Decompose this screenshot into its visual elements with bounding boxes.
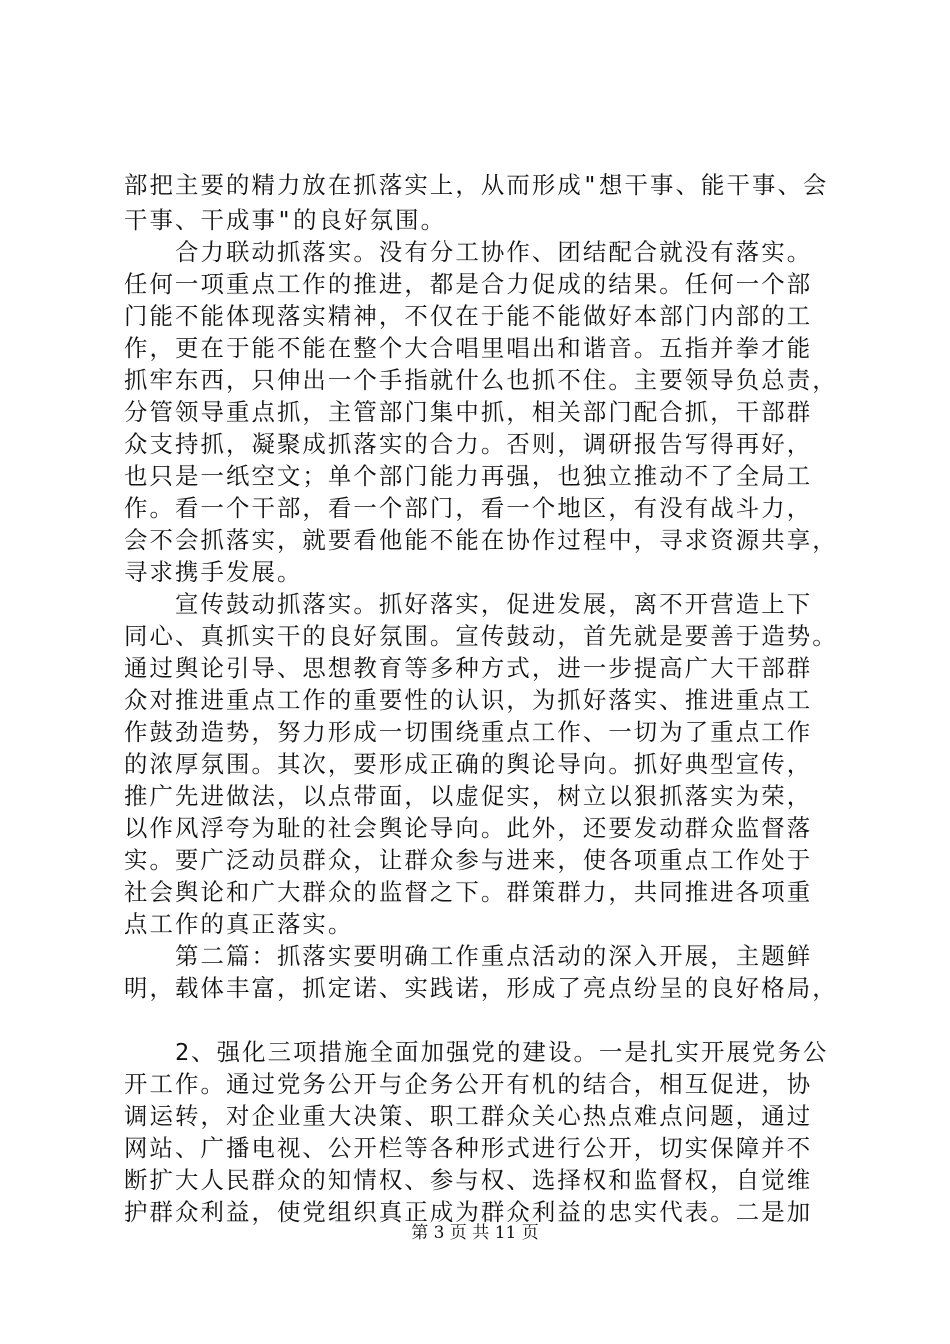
text-line: 众对推进重点工作的重要性的认识，为抓好落实、推进重点工 xyxy=(124,686,813,714)
text-line: 众支持抓，凝聚成抓落实的合力。否则，调研报告写得再好， xyxy=(124,430,813,458)
text-line: 护群众利益，使党组织真正成为群众利益的忠实代表。二是加 xyxy=(124,1198,813,1226)
text-line: 实。要广泛动员群众，让群众参与进来，使各项重点工作处于 xyxy=(124,846,813,874)
text-line: 明，载体丰富，抓定诺、实践诺，形成了亮点纷呈的良好格局， xyxy=(124,974,838,1002)
text-line: 抓牢东西，只伸出一个手指就什么也抓不住。主要领导负总责， xyxy=(124,366,838,394)
text-line: 点工作的真正落实。 xyxy=(124,910,354,938)
text-line: 宣传鼓动抓落实。抓好落实，促进发展，离不开营造上下 xyxy=(124,590,813,618)
text-line: 会不会抓落实，就要看他能不能在协作过程中，寻求资源共享， xyxy=(124,526,838,554)
text-line: 的浓厚氛围。其次，要形成正确的舆论导向。抓好典型宣传， xyxy=(124,750,813,778)
text-line: 门能不能体现落实精神，不仅在于能不能做好本部门内部的工 xyxy=(124,302,813,330)
text-line: 任何一项重点工作的推进，都是合力促成的结果。任何一个部 xyxy=(124,270,813,298)
text-line: 分管领导重点抓，主管部门集中抓，相关部门配合抓，干部群 xyxy=(124,398,813,426)
text-line: 推广先进做法，以点带面，以虚促实，树立以狠抓落实为荣， xyxy=(124,782,813,810)
text-line: 作鼓劲造势，努力形成一切围绕重点工作、一切为了重点工作 xyxy=(124,718,813,746)
page-number-footer: 第 3 页 共 11 页 xyxy=(411,1223,539,1243)
text-line: 合力联动抓落实。没有分工协作、团结配合就没有落实。 xyxy=(124,238,813,266)
text-line: 调运转，对企业重大决策、职工群众关心热点难点问题，通过 xyxy=(124,1102,813,1130)
text-line: 2、强化三项措施全面加强党的建设。一是扎实开展党务公 xyxy=(124,1038,829,1066)
text-line: 通过舆论引导、思想教育等多种方式，进一步提高广大干部群 xyxy=(124,654,813,682)
text-line: 社会舆论和广大群众的监督之下。群策群力，共同推进各项重 xyxy=(124,878,813,906)
text-line: 干事、干成事"的良好氛围。 xyxy=(124,206,447,234)
text-line: 网站、广播电视、公开栏等各种形式进行公开，切实保障并不 xyxy=(124,1134,813,1162)
text-line: 同心、真抓实干的良好氛围。宣传鼓动，首先就是要善于造势。 xyxy=(124,622,838,650)
text-line: 断扩大人民群众的知情权、参与权、选择权和监督权，自觉维 xyxy=(124,1166,813,1194)
text-line: 开工作。通过党务公开与企务公开有机的结合，相互促进，协 xyxy=(124,1070,813,1098)
text-line: 作，更在于能不能在整个大合唱里唱出和谐音。五指并拳才能 xyxy=(124,334,813,362)
text-line: 部把主要的精力放在抓落实上，从而形成"想干事、能干事、会 xyxy=(124,171,829,199)
text-line: 也只是一纸空文；单个部门能力再强，也独立推动不了全局工 xyxy=(124,462,813,490)
text-line: 以作风浮夸为耻的社会舆论导向。此外，还要发动群众监督落 xyxy=(124,814,813,842)
text-line: 作。看一个干部，看一个部门，看一个地区，有没有战斗力， xyxy=(124,494,813,522)
text-line: 第二篇：抓落实要明确工作重点活动的深入开展，主题鲜 xyxy=(124,942,813,970)
text-line: 寻求携手发展。 xyxy=(124,558,303,586)
